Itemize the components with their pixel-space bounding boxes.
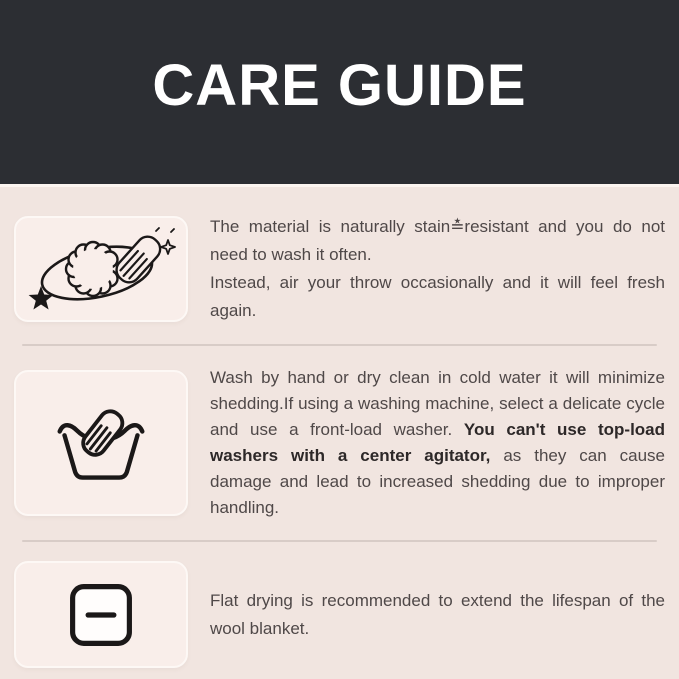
icon-card-stain-resistant [14,216,188,322]
text-normal: Wash by hand or dry clean in cold water it will minimize shedding.If using a washing machine, select a delicate cycle and use a front-load washer. [210,368,665,439]
wool-fluff-sparkle-icon [25,223,177,315]
section-text-washing-instructions [210,365,665,521]
header-band [0,0,679,184]
section-flat-drying [14,561,665,668]
page-title: CARE GUIDE [152,52,527,118]
section-stain-resistant [14,213,665,325]
section-text-stain-resistant [210,213,665,325]
divider [22,540,657,542]
icon-card-flat-dry [14,561,188,668]
content-area [0,184,679,668]
divider [22,344,657,346]
paragraph: Instead, air your throw occasionally and it will feel fresh again. [210,273,665,320]
paragraph: The material is naturally stain≛resistant and you do not need to wash it often. [210,217,665,264]
section-washing-instructions [14,365,665,521]
paragraph: Flat drying is recommended to extend the lifespan of the wool blanket. [210,590,665,638]
text-warning-bold: You can't use top-load washers with a center agitator, [210,420,666,465]
icon-card-hand-wash [14,370,188,516]
hand-wash-icon [53,401,149,485]
flat-dry-icon [58,572,144,658]
paragraph [210,365,665,521]
section-text-flat-drying [210,587,665,643]
text-normal: as they can cause damage and lead to increased shedding due to improper handling. [210,446,665,517]
